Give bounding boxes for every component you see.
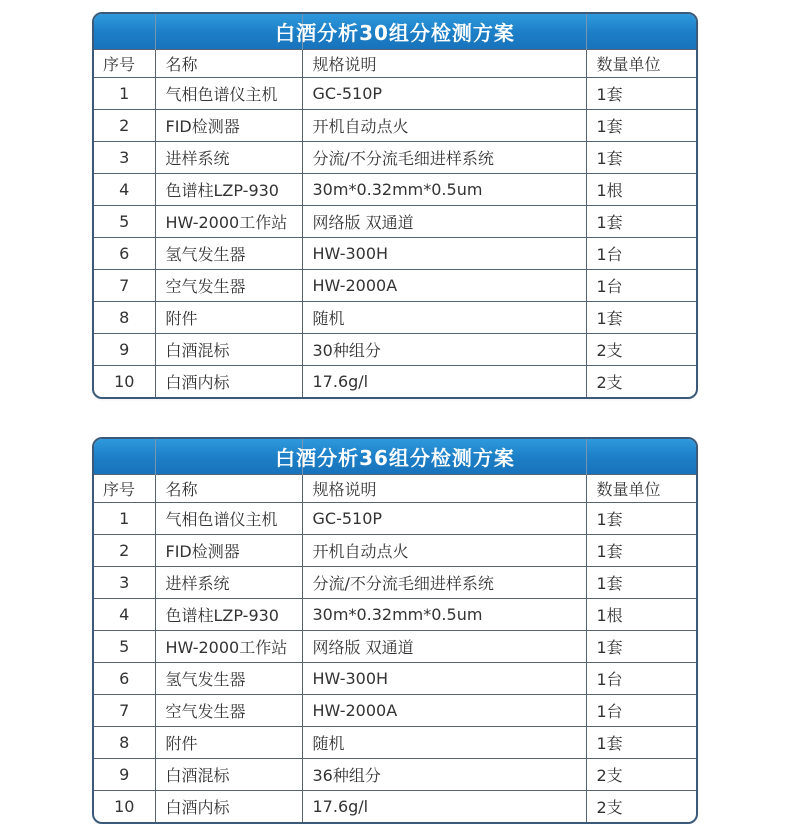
row-name: 色谱柱LZP-930 — [155, 599, 302, 631]
row-qty: 1套 — [586, 78, 696, 110]
table-row — [94, 535, 696, 567]
title-band — [94, 439, 696, 475]
spec-table — [94, 14, 696, 397]
title-band-cell — [155, 14, 302, 50]
row-qty: 1台 — [586, 238, 696, 270]
row-spec: 开机自动点火 — [302, 110, 586, 142]
row-spec: 网络版 双通道 — [302, 631, 586, 663]
table-row — [94, 631, 696, 663]
title-band-cell — [586, 14, 696, 50]
row-no: 4 — [94, 174, 155, 206]
row-name: 空气发生器 — [155, 270, 302, 302]
title-band-cell — [586, 439, 696, 475]
row-spec: HW-2000A — [302, 695, 586, 727]
table-row — [94, 142, 696, 174]
row-spec: 36种组分 — [302, 759, 586, 791]
table-row — [94, 663, 696, 695]
spec-table — [94, 439, 696, 822]
row-no: 5 — [94, 206, 155, 238]
row-no: 2 — [94, 535, 155, 567]
row-no: 1 — [94, 503, 155, 535]
row-spec: HW-2000A — [302, 270, 586, 302]
row-no: 4 — [94, 599, 155, 631]
row-spec: GC-510P — [302, 503, 586, 535]
row-spec: 30m*0.32mm*0.5um — [302, 174, 586, 206]
table-row — [94, 78, 696, 110]
title-band-cell — [94, 439, 155, 475]
row-qty: 2支 — [586, 791, 696, 823]
row-name: 色谱柱LZP-930 — [155, 174, 302, 206]
title-band — [94, 14, 696, 50]
row-name: 进样系统 — [155, 567, 302, 599]
col-header-no: 序号 — [94, 475, 155, 503]
row-no: 10 — [94, 366, 155, 398]
row-name: 白酒混标 — [155, 759, 302, 791]
row-qty: 1套 — [586, 503, 696, 535]
row-name: 附件 — [155, 302, 302, 334]
row-name: 附件 — [155, 727, 302, 759]
row-qty: 2支 — [586, 759, 696, 791]
row-spec: HW-300H — [302, 238, 586, 270]
table-row — [94, 174, 696, 206]
row-qty: 2支 — [586, 334, 696, 366]
title-band-cell — [302, 439, 586, 475]
title-band-cell — [155, 439, 302, 475]
col-header-spec: 规格说明 — [302, 50, 586, 78]
row-spec: HW-300H — [302, 663, 586, 695]
row-name: 气相色谱仪主机 — [155, 503, 302, 535]
row-qty: 1套 — [586, 535, 696, 567]
table-row — [94, 759, 696, 791]
row-no: 8 — [94, 727, 155, 759]
table-row — [94, 695, 696, 727]
table-row — [94, 110, 696, 142]
table-title: 白酒分析30组分检测方案 — [275, 21, 515, 45]
col-header-qty: 数量单位 — [586, 50, 696, 78]
row-qty: 1套 — [586, 567, 696, 599]
row-qty: 1套 — [586, 110, 696, 142]
row-no: 3 — [94, 567, 155, 599]
row-spec: 网络版 双通道 — [302, 206, 586, 238]
table-row — [94, 366, 696, 398]
row-spec: 分流/不分流毛细进样系统 — [302, 567, 586, 599]
table-row — [94, 503, 696, 535]
row-qty: 1台 — [586, 270, 696, 302]
table-row — [94, 727, 696, 759]
row-no: 7 — [94, 695, 155, 727]
table-row — [94, 791, 696, 823]
row-spec: 分流/不分流毛细进样系统 — [302, 142, 586, 174]
table-row — [94, 206, 696, 238]
row-name: HW-2000工作站 — [155, 631, 302, 663]
row-spec: 随机 — [302, 727, 586, 759]
row-no: 10 — [94, 791, 155, 823]
row-no: 1 — [94, 78, 155, 110]
row-spec: 17.6g/l — [302, 791, 586, 823]
row-spec: 17.6g/l — [302, 366, 586, 398]
row-name: 白酒内标 — [155, 791, 302, 823]
row-no: 8 — [94, 302, 155, 334]
row-no: 9 — [94, 334, 155, 366]
row-qty: 1台 — [586, 663, 696, 695]
row-no: 3 — [94, 142, 155, 174]
title-band-cell — [302, 14, 586, 50]
row-qty: 1套 — [586, 631, 696, 663]
table-row — [94, 567, 696, 599]
row-qty: 1套 — [586, 206, 696, 238]
row-spec: 开机自动点火 — [302, 535, 586, 567]
row-spec: 随机 — [302, 302, 586, 334]
row-spec: GC-510P — [302, 78, 586, 110]
row-no: 6 — [94, 663, 155, 695]
table-row — [94, 302, 696, 334]
col-header-no: 序号 — [94, 50, 155, 78]
spec-table-30-components — [92, 12, 698, 399]
row-qty: 1台 — [586, 695, 696, 727]
row-qty: 1套 — [586, 142, 696, 174]
row-no: 6 — [94, 238, 155, 270]
row-name: FID检测器 — [155, 535, 302, 567]
row-name: 氢气发生器 — [155, 663, 302, 695]
row-name: 气相色谱仪主机 — [155, 78, 302, 110]
row-name: 进样系统 — [155, 142, 302, 174]
row-qty: 1根 — [586, 599, 696, 631]
table-row — [94, 334, 696, 366]
row-qty: 1根 — [586, 174, 696, 206]
row-qty: 1套 — [586, 302, 696, 334]
table-title: 白酒分析36组分检测方案 — [275, 446, 515, 470]
column-header-row — [94, 475, 696, 503]
row-qty: 2支 — [586, 366, 696, 398]
row-name: 白酒内标 — [155, 366, 302, 398]
column-header-row — [94, 50, 696, 78]
table-row — [94, 270, 696, 302]
row-qty: 1套 — [586, 727, 696, 759]
row-spec: 30m*0.32mm*0.5um — [302, 599, 586, 631]
row-no: 7 — [94, 270, 155, 302]
row-name: 白酒混标 — [155, 334, 302, 366]
table-row — [94, 238, 696, 270]
row-name: 氢气发生器 — [155, 238, 302, 270]
table-row — [94, 599, 696, 631]
row-name: 空气发生器 — [155, 695, 302, 727]
col-header-name: 名称 — [155, 50, 302, 78]
row-name: HW-2000工作站 — [155, 206, 302, 238]
row-spec: 30种组分 — [302, 334, 586, 366]
col-header-qty: 数量单位 — [586, 475, 696, 503]
row-no: 2 — [94, 110, 155, 142]
title-band-cell — [94, 14, 155, 50]
col-header-spec: 规格说明 — [302, 475, 586, 503]
row-name: FID检测器 — [155, 110, 302, 142]
spec-table-36-components — [92, 437, 698, 824]
col-header-name: 名称 — [155, 475, 302, 503]
row-no: 9 — [94, 759, 155, 791]
row-no: 5 — [94, 631, 155, 663]
